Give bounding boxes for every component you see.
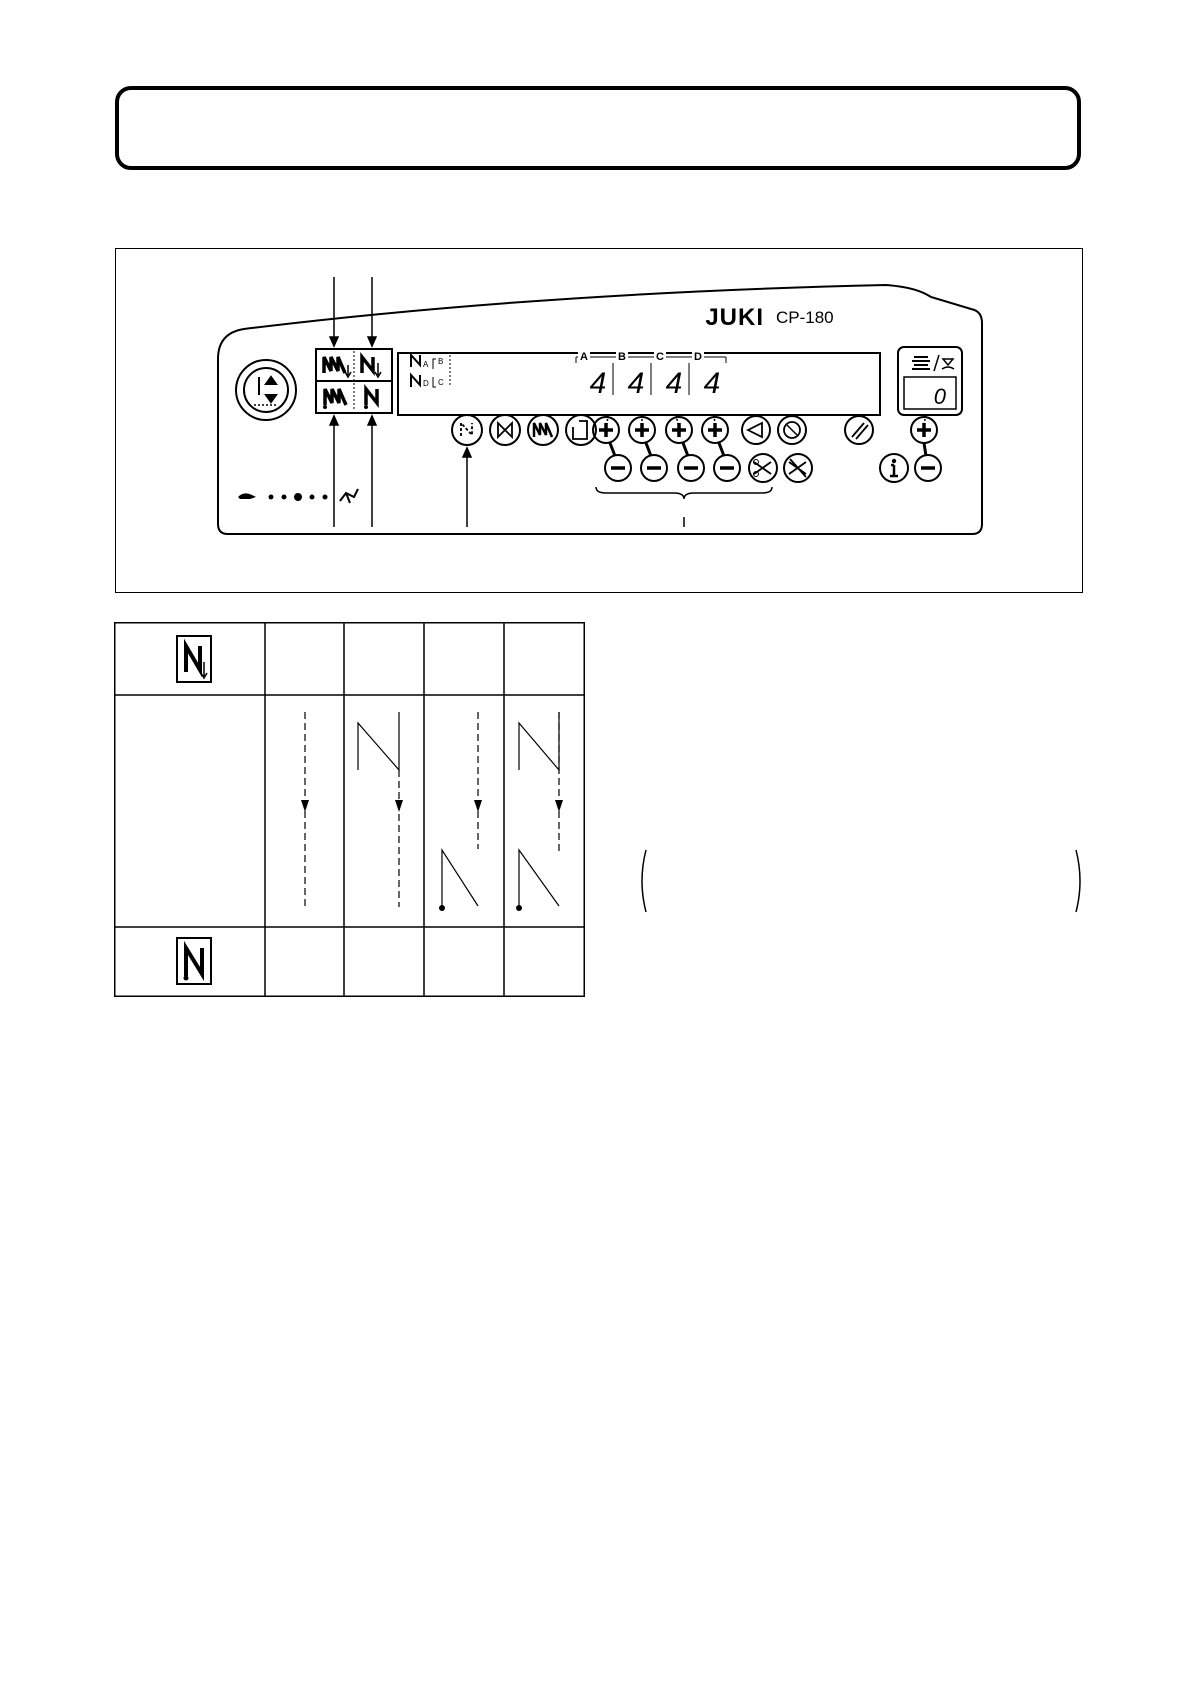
pattern-no-backtack (301, 712, 309, 907)
start-backtack-key[interactable] (362, 357, 381, 377)
counter-value: 0 (933, 384, 946, 409)
counter-display (898, 347, 962, 415)
parentheses (636, 848, 1086, 914)
thread-trim-key[interactable] (749, 454, 777, 482)
segment-label-c: C (656, 351, 664, 363)
segment-label-a: A (580, 351, 588, 363)
pattern-start-backtack (358, 712, 403, 907)
hare-icon (340, 489, 358, 503)
pattern-start-and-end-backtack (516, 712, 563, 911)
counter-plus-button[interactable] (911, 415, 937, 443)
panel-figure (115, 248, 1083, 593)
segment-keys-bracket (596, 487, 772, 499)
speed-indicator (238, 489, 358, 503)
single-start-backtack-key[interactable] (452, 415, 482, 445)
segment-b-minus-button[interactable] (641, 443, 667, 481)
parenthetical-note (636, 848, 1086, 914)
reset-key[interactable] (845, 416, 873, 444)
pattern-end-backtack (439, 712, 482, 911)
double-end-backtack-key[interactable] (323, 389, 346, 409)
segment-label-d: D (694, 351, 702, 363)
end-backtack-row-icon (177, 938, 211, 984)
segment-value-b: 4 (627, 367, 645, 400)
brand-logo: JUKI (705, 304, 764, 331)
pattern-table-drawing (114, 622, 585, 997)
needle-up-down-button[interactable] (236, 360, 296, 420)
model-label: CP-180 (776, 308, 834, 327)
start-backtack-row-icon (177, 636, 211, 682)
svg-text:A: A (423, 360, 429, 369)
presser-foot-lift-key[interactable] (742, 416, 770, 444)
soft-start-key[interactable] (778, 416, 806, 444)
section-title-box (115, 86, 1081, 170)
backtack-pattern-table (114, 622, 585, 997)
bartack-key[interactable] (490, 415, 520, 445)
segment-d-minus-button[interactable] (714, 443, 740, 481)
end-backtack-key[interactable] (364, 389, 377, 409)
segment-a-minus-button[interactable] (605, 443, 631, 481)
segment-value-a: 4 (589, 367, 607, 400)
svg-text:D: D (423, 379, 429, 388)
thread-trim-prohibit-key[interactable] (784, 454, 812, 482)
backtack-switch-block (316, 349, 392, 413)
segment-label-b: B (618, 351, 626, 363)
constant-stitch-key[interactable] (566, 415, 596, 445)
counter-minus-button[interactable] (915, 443, 941, 481)
segment-value-d: 4 (703, 367, 721, 400)
segment-d-plus-button[interactable] (702, 415, 728, 443)
operation-panel-illustration (116, 249, 1082, 592)
info-icon[interactable] (880, 454, 908, 482)
svg-text:C: C (438, 378, 444, 387)
segment-c-plus-button[interactable] (666, 415, 692, 443)
panel-outline (218, 285, 982, 534)
segment-b-plus-button[interactable] (629, 415, 655, 443)
svg-text:B: B (438, 357, 444, 366)
turtle-icon (238, 493, 256, 499)
main-display (398, 349, 880, 415)
segment-c-minus-button[interactable] (678, 443, 704, 481)
double-start-backtack-key[interactable] (324, 357, 351, 377)
segment-value-c: 4 (665, 367, 683, 400)
overlap-stitch-key[interactable] (528, 415, 558, 445)
